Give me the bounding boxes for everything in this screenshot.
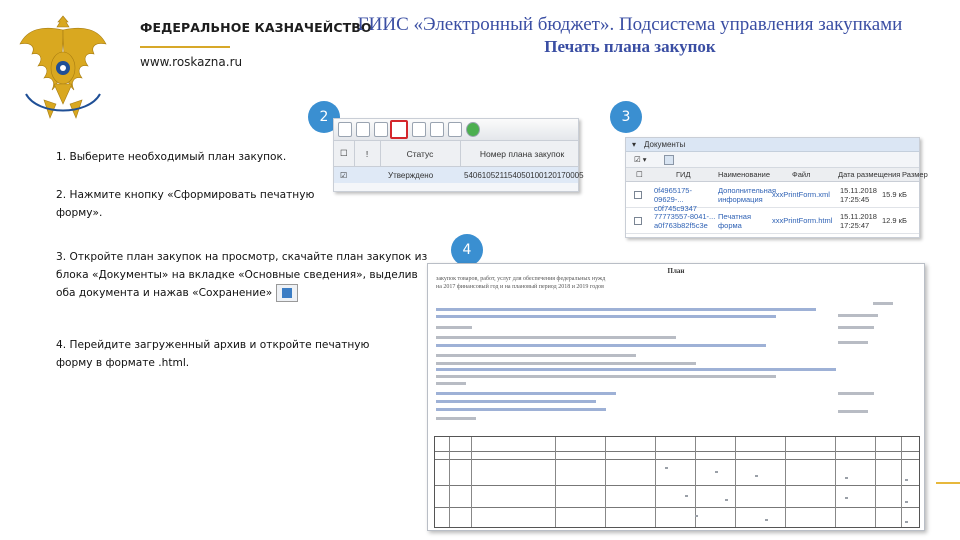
step-4: 4. Перейдите загруженный архив и откройте печатную форму в формате .html. (56, 339, 370, 369)
toolbar-excel-icon[interactable] (448, 122, 462, 137)
documents-expand-icon[interactable]: ▾ (632, 140, 637, 149)
doc-subtitle-2: на 2017 финансовый год и на плановый период 2018 и 2019 годов (436, 284, 604, 290)
step-badge-4: 4 (451, 234, 483, 266)
doc-subtitle-1: закупок товаров, работ, услуг для обеспечения федеральных нужд (436, 276, 606, 282)
plan-toolbar (334, 119, 578, 141)
toolbar-add-icon[interactable] (338, 122, 352, 137)
document-row[interactable] (626, 182, 919, 213)
col-status[interactable]: Статус (406, 148, 434, 159)
print-form-button[interactable] (390, 120, 408, 139)
toolbar-print-icon[interactable] (412, 122, 426, 137)
select-checkbox-menu[interactable]: ☑ ▾ (634, 155, 647, 164)
document-row-checkbox[interactable] (634, 191, 642, 199)
document-date: 15.11.2018 17:25:47 (840, 212, 877, 230)
decorative-gold-line (936, 482, 960, 484)
documents-toolbar (626, 152, 919, 168)
slide-title (330, 14, 930, 58)
title-line-1: ГИИС «Электронный бюджет». Подсистема управления закупками (357, 14, 903, 35)
document-file[interactable]: xxxPrintForm.html (772, 216, 833, 225)
col-size[interactable]: Размер (902, 170, 928, 179)
col-flag: ! (365, 148, 369, 159)
plan-row[interactable] (334, 167, 584, 183)
document-name[interactable]: Дополнительная информация (718, 186, 777, 204)
row-checkbox[interactable]: ☑ (340, 170, 348, 180)
col-id[interactable]: ГИД (676, 170, 691, 179)
documents-columns (626, 168, 928, 182)
step-badge-3: 3 (610, 101, 642, 133)
row-plan-number: 540610521154050100120170005 (464, 170, 584, 180)
step-3-text: 3. Откройте план закупок на просмотр, скачайте план закупок из блока «Документы» на вкладке «Основные сведения», выделив оба документа и нажав «Сохранение» (56, 251, 428, 299)
title-line-2: Печать плана закупок (544, 37, 716, 56)
document-file[interactable]: xxxPrintForm.xml (772, 190, 830, 199)
doc-title: План (667, 267, 685, 275)
org-name: ФЕДЕРАЛЬНОЕ КАЗНАЧЕЙСТВО (140, 20, 372, 35)
document-date: 15.11.2018 17:25:45 (840, 186, 877, 204)
toolbar-export-icon[interactable] (430, 122, 444, 137)
documents-screenshot (625, 137, 928, 238)
plan-list-screenshot (333, 118, 584, 192)
org-url[interactable]: www.roskazna.ru (140, 55, 243, 69)
documents-header (626, 138, 919, 152)
toolbar-refresh-icon[interactable] (466, 122, 480, 137)
step-3 (56, 248, 428, 302)
document-row-checkbox[interactable] (634, 217, 642, 225)
documents-tab-label[interactable]: Документы (644, 140, 686, 149)
step-1: 1. Выберите необходимый план закупок. (56, 151, 287, 163)
select-all-checkbox[interactable]: ☐ (340, 148, 348, 158)
org-underline (140, 46, 230, 48)
col-name[interactable]: Наименование (718, 170, 770, 179)
doc-plan-table (434, 436, 920, 528)
document-size: 15.9 кБ (882, 190, 907, 199)
plan-grid-header (334, 141, 578, 167)
col-checkbox[interactable]: ☐ (636, 170, 643, 179)
document-row[interactable] (626, 208, 919, 234)
col-file[interactable]: Файл (792, 170, 811, 179)
toolbar-document-icon[interactable] (356, 122, 370, 137)
col-date[interactable]: Дата размещения (838, 170, 901, 179)
step-2: 2. Нажмите кнопку «Сформировать печатную форму». (56, 189, 315, 219)
document-id[interactable]: 77773557-8041-... a0f763b82f5c3e (654, 212, 716, 230)
toolbar-open-icon[interactable] (374, 122, 388, 137)
step-badge-2: 2 (308, 101, 340, 133)
print-form-preview (427, 263, 925, 531)
row-status: Утверждено (388, 170, 434, 180)
save-documents-icon[interactable] (664, 155, 674, 165)
save-icon (276, 284, 298, 302)
document-size: 12.9 кБ (882, 216, 907, 225)
document-name[interactable]: Печатная форма (718, 212, 752, 230)
col-plan-number[interactable]: Номер плана закупок (479, 148, 565, 159)
document-id[interactable]: 0f4965175-09629-... c0f745c9347 (654, 186, 697, 213)
eagle-emblem-icon (14, 8, 112, 126)
